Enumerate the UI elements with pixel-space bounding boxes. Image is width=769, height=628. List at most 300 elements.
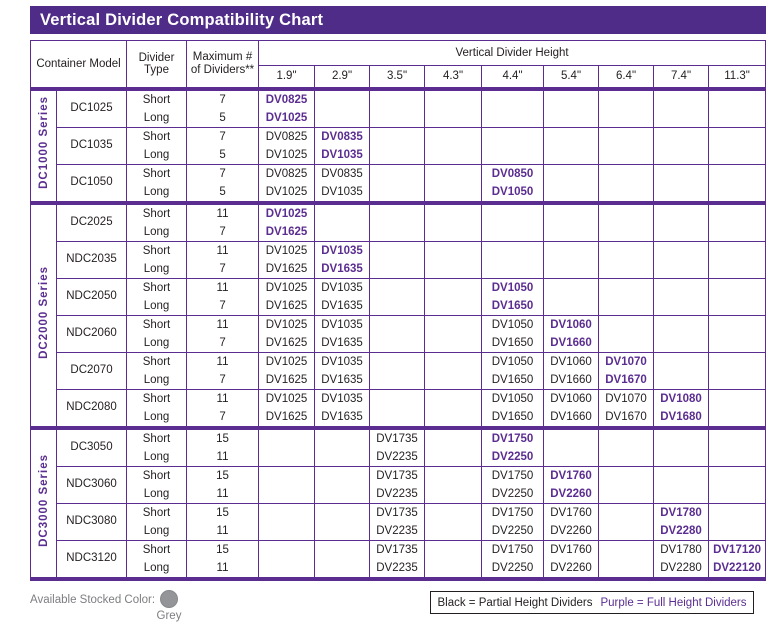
divider-code-cell	[599, 297, 654, 316]
divider-type-cell: Long	[127, 146, 187, 165]
divider-code-cell	[709, 408, 766, 428]
divider-code-cell	[315, 540, 370, 559]
divider-code-cell	[259, 146, 315, 165]
divider-code-cell	[709, 297, 766, 316]
divider-code-cell	[482, 408, 544, 428]
max-dividers-cell: 15	[187, 428, 259, 448]
divider-code-cell	[544, 540, 599, 559]
max-dividers-cell: 11	[187, 315, 259, 334]
partial-height-divider-code: DV1060	[550, 355, 592, 368]
divider-code-cell	[599, 315, 654, 334]
divider-code-cell	[259, 522, 315, 541]
container-model-cell: NDC2060	[57, 315, 127, 352]
divider-code-cell	[544, 559, 599, 579]
partial-height-divider-code: DV1735	[376, 432, 418, 445]
divider-code-cell	[425, 203, 482, 223]
container-model-cell: NDC2035	[57, 241, 127, 278]
divider-code-cell	[654, 428, 709, 448]
divider-code-cell	[482, 448, 544, 467]
partial-height-divider-code: DV1660	[550, 373, 592, 386]
divider-code-cell	[259, 297, 315, 316]
divider-code-cell	[259, 448, 315, 467]
divider-code-cell	[370, 371, 425, 390]
divider-code-cell	[654, 297, 709, 316]
divider-code-cell	[482, 503, 544, 522]
divider-code-cell	[315, 559, 370, 579]
table-row	[31, 371, 766, 390]
divider-code-cell	[599, 203, 654, 223]
divider-code-cell	[544, 485, 599, 504]
divider-code-cell	[544, 260, 599, 279]
divider-code-cell	[709, 109, 766, 128]
max-dividers-cell: 5	[187, 146, 259, 165]
divider-code-cell	[599, 352, 654, 371]
divider-type-cell: Short	[127, 428, 187, 448]
table-row	[31, 503, 766, 522]
divider-code-cell	[482, 241, 544, 260]
divider-code-cell	[482, 371, 544, 390]
divider-code-cell	[315, 203, 370, 223]
divider-code-cell	[259, 389, 315, 408]
table-row	[31, 315, 766, 334]
divider-code-cell	[599, 164, 654, 183]
header-height-group: Vertical Divider Height	[259, 41, 766, 66]
divider-code-cell	[599, 183, 654, 203]
divider-code-cell	[315, 297, 370, 316]
title-banner	[30, 6, 766, 34]
divider-code-cell	[709, 183, 766, 203]
divider-code-cell	[482, 559, 544, 579]
divider-code-cell	[315, 109, 370, 128]
partial-height-divider-code: DV1035	[321, 392, 363, 405]
partial-height-divider-code: DV1050	[491, 318, 534, 331]
divider-code-cell	[599, 559, 654, 579]
partial-height-divider-code: DV1635	[321, 410, 363, 423]
series-label	[31, 203, 57, 428]
partial-height-divider-code: DV1025	[265, 281, 308, 294]
divider-code-cell	[315, 522, 370, 541]
divider-code-cell	[370, 260, 425, 279]
max-dividers-cell: 7	[187, 297, 259, 316]
divider-code-cell	[370, 559, 425, 579]
divider-code-cell	[370, 127, 425, 146]
max-dividers-cell: 11	[187, 352, 259, 371]
divider-code-cell	[654, 448, 709, 467]
divider-code-cell	[599, 127, 654, 146]
divider-code-cell	[259, 278, 315, 297]
divider-code-cell	[425, 503, 482, 522]
divider-code-cell	[654, 260, 709, 279]
divider-code-cell	[370, 448, 425, 467]
divider-code-cell	[599, 223, 654, 242]
divider-code-cell	[544, 408, 599, 428]
divider-code-cell	[482, 389, 544, 408]
divider-code-cell	[599, 522, 654, 541]
divider-code-cell	[370, 89, 425, 109]
divider-code-cell	[425, 371, 482, 390]
divider-code-cell	[544, 371, 599, 390]
full-height-divider-code: DV1750	[491, 432, 534, 445]
divider-type-cell: Long	[127, 408, 187, 428]
series-label-text: DC3000 Series	[37, 453, 50, 547]
divider-code-cell	[599, 334, 654, 353]
divider-code-cell	[709, 315, 766, 334]
divider-code-cell	[599, 485, 654, 504]
divider-code-cell	[425, 428, 482, 448]
divider-code-cell	[370, 183, 425, 203]
max-dividers-cell: 7	[187, 223, 259, 242]
divider-code-cell	[315, 164, 370, 183]
divider-type-cell: Short	[127, 389, 187, 408]
divider-code-cell	[425, 183, 482, 203]
divider-type-cell: Long	[127, 559, 187, 579]
divider-code-cell	[544, 127, 599, 146]
max-dividers-cell: 11	[187, 485, 259, 504]
full-height-divider-code: DV0835	[321, 130, 363, 143]
divider-code-cell	[482, 485, 544, 504]
divider-code-cell	[544, 109, 599, 128]
divider-type-cell: Short	[127, 278, 187, 297]
divider-code-cell	[709, 522, 766, 541]
divider-code-cell	[709, 540, 766, 559]
divider-code-cell	[425, 146, 482, 165]
page-title: Vertical Divider Compatibility Chart	[40, 10, 324, 29]
full-height-divider-code: DV1670	[605, 373, 647, 386]
partial-height-divider-code: DV1050	[491, 392, 534, 405]
divider-code-cell	[482, 278, 544, 297]
divider-type-cell: Long	[127, 485, 187, 504]
divider-code-cell	[544, 223, 599, 242]
divider-code-cell	[544, 466, 599, 485]
header-height-2.9: 2.9"	[315, 66, 370, 89]
divider-code-cell	[315, 315, 370, 334]
partial-height-divider-code: DV1650	[491, 410, 534, 423]
max-dividers-cell: 11	[187, 203, 259, 223]
divider-code-cell	[654, 278, 709, 297]
table-row	[31, 448, 766, 467]
divider-type-cell: Long	[127, 223, 187, 242]
table-row	[31, 241, 766, 260]
partial-height-divider-code: DV1625	[265, 299, 308, 312]
partial-height-divider-code: DV1735	[376, 469, 418, 482]
partial-height-divider-code: DV1735	[376, 506, 418, 519]
available-color-label: Available Stocked Color:	[30, 594, 156, 606]
partial-height-divider-code: DV0825	[265, 167, 308, 180]
divider-type-cell: Short	[127, 503, 187, 522]
divider-code-cell	[370, 109, 425, 128]
divider-code-cell	[259, 203, 315, 223]
divider-code-cell	[425, 408, 482, 428]
divider-code-cell	[425, 485, 482, 504]
table-row	[31, 223, 766, 242]
divider-code-cell	[654, 315, 709, 334]
table-row	[31, 559, 766, 579]
divider-code-cell	[544, 448, 599, 467]
divider-code-cell	[315, 408, 370, 428]
divider-type-cell: Short	[127, 466, 187, 485]
partial-height-divider-code: DV1760	[550, 506, 592, 519]
divider-code-cell	[709, 164, 766, 183]
divider-type-cell: Short	[127, 540, 187, 559]
partial-height-divider-code: DV2280	[660, 561, 702, 574]
divider-code-cell	[709, 278, 766, 297]
divider-code-cell	[544, 203, 599, 223]
partial-height-divider-code: DV2250	[491, 561, 534, 574]
partial-height-divider-code: DV2250	[491, 524, 534, 537]
series-label-text: DC1000 Series	[37, 96, 50, 189]
divider-code-cell	[482, 127, 544, 146]
partial-height-divider-code: DV1635	[321, 299, 363, 312]
header-height-6.4: 6.4"	[599, 66, 654, 89]
divider-code-cell	[654, 146, 709, 165]
divider-code-cell	[315, 371, 370, 390]
full-height-divider-code: DV1050	[491, 281, 534, 294]
divider-code-cell	[544, 146, 599, 165]
divider-code-cell	[259, 408, 315, 428]
max-dividers-cell: 7	[187, 164, 259, 183]
divider-code-cell	[482, 223, 544, 242]
table-row	[31, 540, 766, 559]
divider-code-cell	[259, 352, 315, 371]
divider-code-cell	[482, 466, 544, 485]
divider-type-cell: Long	[127, 297, 187, 316]
divider-code-cell	[482, 315, 544, 334]
divider-type-cell: Long	[127, 183, 187, 203]
full-height-divider-code: DV1060	[550, 318, 592, 331]
partial-height-divider-code: DV1750	[491, 506, 534, 519]
partial-height-divider-code: DV1625	[265, 262, 308, 275]
divider-code-cell	[482, 183, 544, 203]
divider-code-cell	[425, 223, 482, 242]
max-dividers-cell: 15	[187, 540, 259, 559]
container-model-cell: DC1025	[57, 89, 127, 128]
divider-code-cell	[425, 260, 482, 279]
divider-code-cell	[482, 260, 544, 279]
divider-code-cell	[315, 183, 370, 203]
divider-code-cell	[654, 389, 709, 408]
divider-type-cell: Short	[127, 127, 187, 146]
header-height-4.3: 4.3"	[425, 66, 482, 89]
divider-code-cell	[370, 522, 425, 541]
partial-height-divider-code: DV1060	[550, 392, 592, 405]
header-container-model: Container Model	[31, 41, 127, 89]
max-dividers-cell: 11	[187, 559, 259, 579]
full-height-divider-code: DV17120	[713, 543, 762, 556]
compatibility-table	[30, 40, 766, 581]
full-height-divider-code: DV1780	[660, 506, 702, 519]
divider-code-cell	[654, 540, 709, 559]
divider-code-cell	[482, 109, 544, 128]
divider-type-cell: Long	[127, 371, 187, 390]
container-model-cell: NDC3060	[57, 466, 127, 503]
partial-height-divider-code: DV1625	[265, 336, 308, 349]
full-height-divider-code: DV1050	[491, 185, 534, 198]
divider-code-cell	[425, 466, 482, 485]
divider-code-cell	[370, 540, 425, 559]
legend-box	[430, 591, 754, 614]
table-row	[31, 389, 766, 408]
divider-code-cell	[259, 428, 315, 448]
divider-type-cell: Short	[127, 89, 187, 109]
divider-code-cell	[709, 371, 766, 390]
divider-code-cell	[370, 503, 425, 522]
divider-code-cell	[315, 334, 370, 353]
divider-code-cell	[370, 352, 425, 371]
divider-code-cell	[599, 428, 654, 448]
divider-code-cell	[259, 241, 315, 260]
divider-type-cell: Long	[127, 448, 187, 467]
divider-code-cell	[425, 278, 482, 297]
divider-type-cell: Short	[127, 241, 187, 260]
max-dividers-cell: 7	[187, 260, 259, 279]
legend-black: Black = Partial Height Dividers	[437, 596, 593, 609]
partial-height-divider-code: DV2235	[376, 450, 418, 463]
full-height-divider-code: DV1635	[321, 262, 363, 275]
partial-height-divider-code: DV1625	[265, 410, 308, 423]
divider-code-cell	[482, 203, 544, 223]
full-height-divider-code: DV1660	[550, 336, 592, 349]
divider-code-cell	[482, 522, 544, 541]
divider-code-cell	[544, 89, 599, 109]
divider-code-cell	[599, 241, 654, 260]
max-dividers-cell: 5	[187, 109, 259, 128]
divider-code-cell	[599, 503, 654, 522]
divider-code-cell	[654, 127, 709, 146]
divider-code-cell	[599, 260, 654, 279]
divider-code-cell	[425, 334, 482, 353]
grey-swatch-icon	[160, 590, 178, 608]
partial-height-divider-code: DV1660	[550, 410, 592, 423]
series-label	[31, 428, 57, 579]
partial-height-divider-code: DV1025	[265, 244, 308, 257]
partial-height-divider-code: DV1750	[491, 543, 534, 556]
divider-code-cell	[259, 334, 315, 353]
full-height-divider-code: DV22120	[713, 561, 762, 574]
divider-code-cell	[259, 466, 315, 485]
divider-code-cell	[425, 559, 482, 579]
divider-code-cell	[259, 89, 315, 109]
divider-code-cell	[425, 352, 482, 371]
partial-height-divider-code: DV1025	[265, 355, 308, 368]
full-height-divider-code: DV1025	[265, 111, 308, 124]
table-row	[31, 297, 766, 316]
divider-code-cell	[709, 146, 766, 165]
table-row	[31, 408, 766, 428]
divider-code-cell	[315, 503, 370, 522]
full-height-divider-code: DV1080	[660, 392, 702, 405]
divider-code-cell	[544, 522, 599, 541]
header-height-1.9: 1.9"	[259, 66, 315, 89]
divider-code-cell	[544, 164, 599, 183]
table-row	[31, 109, 766, 128]
partial-height-divider-code: DV1025	[265, 318, 308, 331]
divider-code-cell	[370, 466, 425, 485]
partial-height-divider-code: DV2260	[550, 561, 592, 574]
divider-type-cell: Long	[127, 334, 187, 353]
divider-code-cell	[259, 223, 315, 242]
header-divider-type: Divider Type	[127, 41, 187, 89]
partial-height-divider-code: DV2250	[491, 487, 534, 500]
partial-height-divider-code: DV2235	[376, 524, 418, 537]
divider-code-cell	[599, 278, 654, 297]
full-height-divider-code: DV0850	[491, 167, 534, 180]
divider-code-cell	[370, 315, 425, 334]
partial-height-divider-code: DV1760	[550, 543, 592, 556]
full-height-divider-code: DV2250	[491, 450, 534, 463]
partial-height-divider-code: DV1025	[265, 185, 308, 198]
divider-code-cell	[482, 164, 544, 183]
divider-code-cell	[654, 223, 709, 242]
table-row	[31, 334, 766, 353]
divider-code-cell	[315, 389, 370, 408]
divider-code-cell	[599, 89, 654, 109]
partial-height-divider-code: DV0825	[265, 130, 308, 143]
divider-code-cell	[315, 278, 370, 297]
table-row	[31, 183, 766, 203]
divider-type-cell: Long	[127, 109, 187, 128]
partial-height-divider-code: DV2260	[550, 524, 592, 537]
divider-code-cell	[425, 315, 482, 334]
divider-type-cell: Short	[127, 203, 187, 223]
divider-code-cell	[425, 540, 482, 559]
divider-code-cell	[370, 223, 425, 242]
divider-code-cell	[425, 164, 482, 183]
partial-height-divider-code: DV1635	[321, 336, 363, 349]
divider-code-cell	[259, 371, 315, 390]
divider-code-cell	[425, 89, 482, 109]
divider-code-cell	[482, 334, 544, 353]
partial-height-divider-code: DV1025	[265, 392, 308, 405]
divider-code-cell	[370, 146, 425, 165]
divider-code-cell	[709, 503, 766, 522]
divider-code-cell	[315, 241, 370, 260]
full-height-divider-code: DV1035	[321, 148, 363, 161]
max-dividers-cell: 11	[187, 448, 259, 467]
table-row	[31, 485, 766, 504]
full-height-divider-code: DV0825	[265, 93, 308, 106]
max-dividers-cell: 7	[187, 371, 259, 390]
divider-code-cell	[599, 540, 654, 559]
full-height-divider-code: DV1070	[605, 355, 647, 368]
max-dividers-cell: 7	[187, 89, 259, 109]
partial-height-divider-code: DV1650	[491, 336, 534, 349]
divider-code-cell	[370, 428, 425, 448]
divider-code-cell	[544, 352, 599, 371]
divider-code-cell	[315, 127, 370, 146]
divider-code-cell	[315, 146, 370, 165]
divider-code-cell	[654, 522, 709, 541]
full-height-divider-code: DV1025	[265, 207, 308, 220]
divider-code-cell	[482, 146, 544, 165]
divider-code-cell	[654, 371, 709, 390]
divider-type-cell: Short	[127, 352, 187, 371]
container-model-cell: DC3050	[57, 428, 127, 467]
partial-height-divider-code: DV1035	[321, 355, 363, 368]
full-height-divider-code: DV2260	[550, 487, 592, 500]
divider-code-cell	[370, 241, 425, 260]
divider-code-cell	[315, 448, 370, 467]
partial-height-divider-code: DV1635	[321, 373, 363, 386]
divider-code-cell	[259, 127, 315, 146]
divider-code-cell	[599, 408, 654, 428]
divider-code-cell	[259, 109, 315, 128]
divider-code-cell	[425, 522, 482, 541]
divider-code-cell	[482, 540, 544, 559]
table-row	[31, 522, 766, 541]
container-model-cell: DC2070	[57, 352, 127, 389]
partial-height-divider-code: DV1035	[321, 185, 363, 198]
series-label-text: DC2000 Series	[37, 265, 50, 359]
